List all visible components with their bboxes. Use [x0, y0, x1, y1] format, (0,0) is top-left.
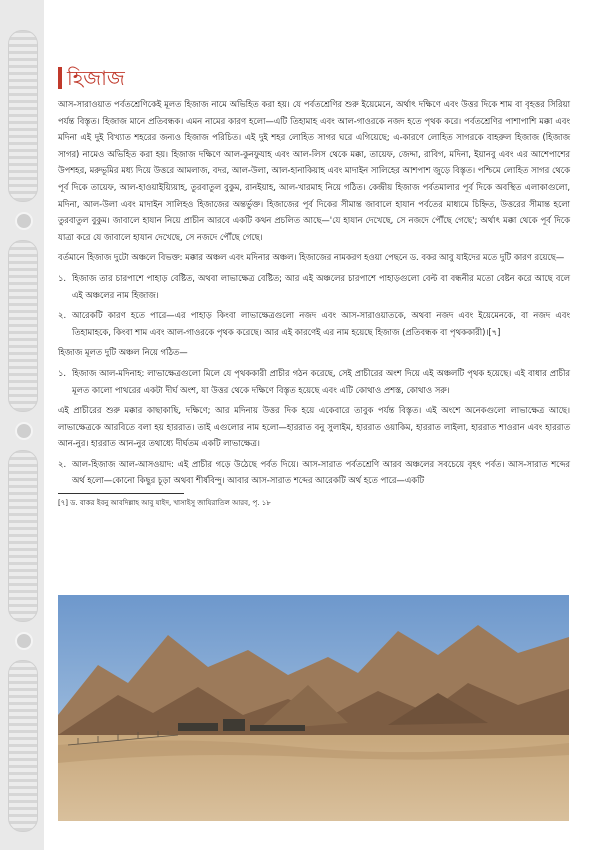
footnote: [৭] ড. বাকর ইবনু আবদিল্লাহ আবু যাইদ, খাসাইসু জাযিরাতিল আরব, পৃ. ১৮	[58, 499, 271, 508]
section-heading	[58, 66, 570, 90]
border-ornament	[8, 240, 38, 412]
heading-accent-bar	[58, 67, 62, 89]
border-ornament	[8, 30, 38, 202]
page-title: হিজাজ	[67, 66, 125, 90]
list-text: আল-হিজাজ আল-আসওয়াদ: এই প্রাচীর গড়ে উঠেছে পর্বত দিয়ে। আস-সারাত পর্বতশ্রেণি আরব অঞ্চলের সবচেয়ে বৃহৎ পর্বত। আস-সারাত শব্দের অর্থ হলো—কোনো কিছুর চূড়া অথবা শীর্ষবিন্দু। আবার আস-সারাত শব্দের আরেকটি অর্থ হতে পারে—একটি	[72, 458, 570, 486]
desert-mountains-image	[58, 595, 569, 821]
list-item	[58, 307, 570, 340]
paragraph-division: বর্তমানে হিজাজ দুটো অঞ্চলে বিভক্ত: মক্কার অঞ্চল এবং মদিনার অঞ্চল। হিজাজের নামকরণ হওয়া পেছনে ড. বকর আবু যাইদের মতে দুটি কারণ রয়েছে—	[58, 252, 565, 263]
list-item	[58, 365, 570, 398]
border-medallion	[15, 212, 33, 230]
list-number: ২.	[58, 458, 67, 469]
decorative-border	[0, 0, 44, 850]
list-text: হিজাজ আল-মদিনাহ: লাভাক্ষেত্রগুলো মিলে যে পৃথককারী প্রাচীর গঠন করেছে, সেই প্রাচীরের অংশ দিয়ে এই অঞ্চলটি পৃথক হয়েছে। এই বাধার প্রাচীর মূলত কালো পাথরের একটা দীর্ঘ অংশ, যা উত্তর থেকে দক্ষিণে বিস্তৃত হয়েছে এবং এটি কোথাও প্রশস্ত, কোথাও সরু।	[72, 367, 570, 395]
paragraph-regions-intro: হিজাজ মূলত দুটি অঞ্চল নিয়ে গঠিত—	[58, 347, 188, 358]
landscape-photo	[58, 595, 569, 821]
list-item	[58, 456, 570, 489]
list-text: আরেকটি কারণ হতে পারে—এর পাহাড় কিংবা লাভাক্ষেত্রগুলো নজদ এবং আস-সারাওয়াতকে, অথবা নজদ এবং ইয়েমেনকে, বা নজদ এবং তিহামাহকে, কিংবা শাম এবং আল-গাওরকে পৃথক করেছে। আর এই কারণেই এর নাম হয়েছে হিজাজ (প্রতিবন্ধক বা পৃথককারী)।[৭]	[72, 310, 570, 337]
list-number: ১.	[58, 367, 67, 378]
border-medallion	[15, 632, 33, 650]
list-number: ২.	[58, 310, 67, 321]
list-text: হিজাজ তার চারপাশে পাহাড় বেষ্টিত, অথবা লাভাক্ষেত্র বেষ্টিত; আর এই অঞ্চলের চারপাশে পাহাড়গুলো বেল্ট বা বন্ধনীর মতো বেষ্টন করে আছে বলে এই অঞ্চলের নাম হিজাজ।	[72, 272, 570, 300]
regions-list	[58, 365, 570, 398]
regions-list-continued	[58, 456, 570, 489]
article-body	[58, 66, 570, 509]
paragraph-lava-fields: এই প্রাচীরের শুরু মক্কার কাছাকাছি, দক্ষিণে; আর মদিনায় উত্তর দিক হয়ে একেবারে তাবুক পর্যন্ত বিস্তৃত। এই অংশে অনেকগুলো লাভাক্ষেত্র আছে। লাভাক্ষেত্রকে আরবিতে বলা হয় হাররাত। তাই এগুলোর নাম হলো—হাররাত বনু সুলাইম, হাররাত ওয়াকিম, হাররাত লাইলা, হাররাত শাওরান এবং হাররাত আন-নুর। হাররাত আন-নুর তথাধ্যে দীর্ঘতম একটি লাভাক্ষেত্র।	[58, 405, 570, 449]
list-number: ১.	[58, 272, 67, 283]
list-item	[58, 270, 570, 303]
border-medallion	[15, 422, 33, 440]
border-ornament	[8, 660, 38, 832]
footnote-divider	[58, 493, 184, 494]
border-ornament	[8, 450, 38, 622]
paragraph-intro: আস-সারাওয়াত পর্বতশ্রেণিকেই মূলত হিজাজ নামে অভিহিত করা হয়। যে পর্বতশ্রেণির শুরু ইয়েমেনে, অর্থাৎ দক্ষিণে এবং উত্তর দিকে শাম বা বৃহত্তর সিরিয়া পর্যন্ত বিস্তৃত। হিজাজ মানে প্রতিবন্ধক। এমন নামের কারণ হলো—এটি তিহামাহ এবং আল-গাওরকে নজদ হতে পৃথক করে। পর্বতশ্রেণির পাশাপাশি মক্কা এবং মদিনা এই দুই বিখ্যাত শহরের জন্যও হিজাজ পরিচিত। এই দুই শহর লোহিত সাগর ঘরে এগিয়েছে; এ-কারণে লোহিত সাগরকে বাহরুল হিজাজ (হিজাজ সাগর) নামেও অভিহিত করা হয়। হিজাজ দক্ষিণে আল-কুনফুযাহ এবং আল-লিস থেকে মক্কা, তায়েফ, জেদ্দা, রাবিগ, মদিনা, ইয়ানবু এবং এর আশেপাশের উপশহর, মরুভূমির মধ্য দিয়ে উত্তরে আমলাজ, বদর, আল-উলা, আল-হানাকিয়াহ এবং মাদাইন সালিহের আশপাশ জুড়ে বিস্তৃত। পশ্চিমে লোহিত সাগর থেকে পূর্ব দিকে তায়েফ, আল-হাওয়াইয়্যিয়াহ, তুরবাতুল বুকুম, রানইয়াহ, আল-খারমাহ নিয়ে গঠিত। কেন্দ্রীয় হিজাজ পর্বতমালার পূর্ব দিকে অবস্থিত এলাকাগুলো, মদিনা, আল-উলা এবং মাদাইন সালিহও হিজাজের অন্তর্ভুক্ত। হিজাজের পূর্ব দিকের সীমান্ত জাবালে হাযান পর্বতের মাধ্যমে চিহ্নিত, উত্তরের সীমান্ত হলো তুরবাতুল বুকুম। জাবালে হাযান নিয়ে প্রাচীন আরবে একটি কথন প্রচলিত আছে—'যে হাযান দেখেছে, সে নজদে পৌঁছে গেছে'; অর্থাৎ মক্কা থেকে পূর্ব দিকে যাত্রা করে যে জাবালে হাযান দেখেছে, সে নজদে পৌঁছে গেছে।	[58, 99, 570, 242]
reasons-list	[58, 270, 570, 340]
